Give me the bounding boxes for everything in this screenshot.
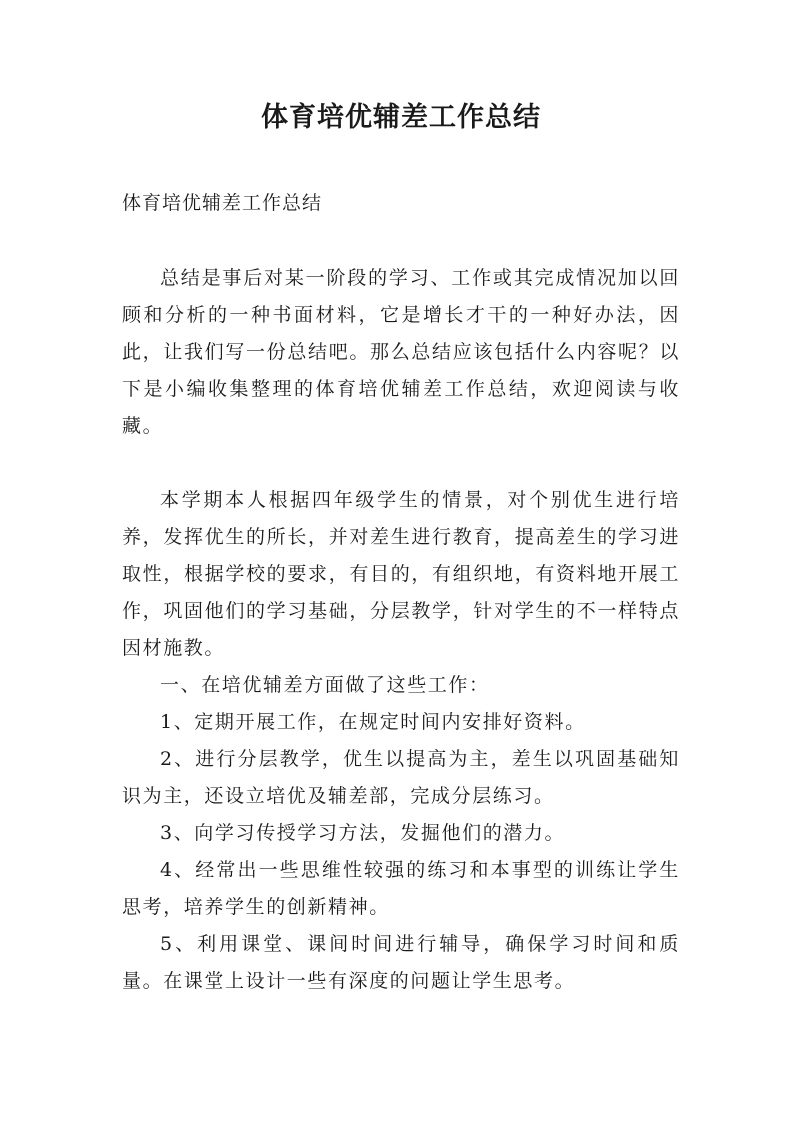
list-item: 1、定期开展工作，在规定时间内安排好资料。 bbox=[160, 711, 586, 733]
document-body bbox=[122, 260, 680, 1000]
list-item: 2、进行分层教学，优生以提高为主，差生以巩固基础知识为主，还设立培优及辅差部，完成分层练习。 bbox=[122, 748, 680, 807]
list-item: 3、向学习传授学习方法，发掘他们的潜力。 bbox=[160, 822, 566, 844]
list-item: 4、经常出一些思维性较强的练习和本事型的训练让学生思考，培养学生的创新精神。 bbox=[122, 859, 680, 918]
section-heading: 一、在培优辅差方面做了这些工作： bbox=[160, 674, 490, 696]
paragraph-intro: 总结是事后对某一阶段的学习、工作或其完成情况加以回顾和分析的一种书面材料，它是增长才干的一种好办法，因此，让我们写一份总结吧。那么总结应该包括什么内容呢？以下是小编收集整理的体育培优辅差工作总结，欢迎阅读与收藏。 bbox=[122, 267, 680, 437]
document-title: 体育培优辅差工作总结 bbox=[261, 102, 541, 133]
list-item: 5、利用课堂、课间时间进行辅导，确保学习时间和质量。在课堂上设计一些有深度的问题让学生思考。 bbox=[122, 933, 680, 992]
document-subtitle: 体育培优辅差工作总结 bbox=[122, 192, 323, 214]
paragraph-background: 本学期本人根据四年级学生的情景，对个别优生进行培养，发挥优生的所长，并对差生进行教育，提高差生的学习进取性，根据学校的要求，有目的，有组织地，有资料地开展工作，巩固他们的学习基础，分层教学，针对学生的不一样特点因材施教。 bbox=[122, 489, 680, 659]
